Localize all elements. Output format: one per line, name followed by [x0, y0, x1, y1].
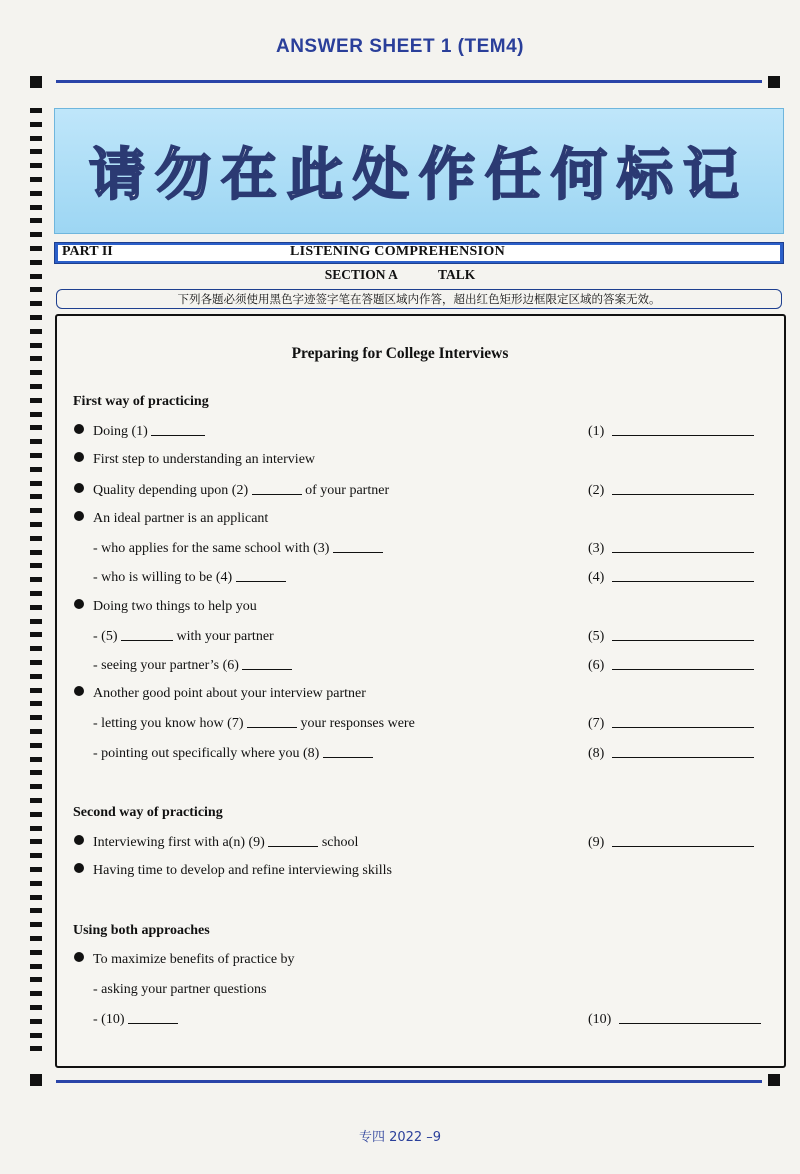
group-heading: Second way of practicing [73, 805, 223, 820]
section-title: LISTENING COMPREHENSION [290, 244, 505, 259]
timing-mark [30, 577, 42, 582]
timing-mark [30, 287, 42, 292]
top-rule [56, 80, 762, 83]
timing-mark [30, 122, 42, 127]
timing-mark [30, 839, 42, 844]
answer-line-5[interactable]: (5) [588, 628, 754, 645]
list-item: - (5) with your partner [93, 629, 274, 644]
timing-mark [30, 908, 42, 913]
timing-mark [30, 163, 42, 168]
timing-mark [30, 329, 42, 334]
list-item: To maximize benefits of practice by [74, 952, 295, 968]
no-mark-text: 请勿在此处作任何标记 [89, 143, 749, 208]
timing-mark [30, 232, 42, 237]
list-item: - (10) [93, 1011, 178, 1028]
timing-mark [30, 1005, 42, 1010]
timing-mark [30, 895, 42, 900]
answer-line-6[interactable]: (6) [588, 657, 754, 674]
group-heading: First way of practicing [73, 394, 209, 409]
timing-mark [30, 191, 42, 196]
part-label: PART II [62, 244, 113, 259]
timing-mark [30, 674, 42, 679]
answer-line-7[interactable]: (7) [588, 715, 754, 732]
timing-mark [30, 260, 42, 265]
answer-line-10[interactable]: (10) [588, 1011, 761, 1028]
instruction-box: 下列各题必须使用黑色字迹签字笔在答题区域内作答，超出红色矩形边框限定区域的答案无效。 [56, 289, 782, 309]
timing-mark [30, 177, 42, 182]
list-item: - who applies for the same school with (3) [93, 540, 383, 557]
timing-mark [30, 218, 42, 223]
timing-mark [30, 619, 42, 624]
timing-mark [30, 1046, 42, 1051]
list-item: Another good point about your interview partner [74, 686, 366, 702]
timing-mark [30, 632, 42, 637]
timing-mark [30, 715, 42, 720]
timing-mark [30, 301, 42, 306]
timing-mark [30, 922, 42, 927]
timing-mark [30, 1033, 42, 1038]
registration-mark-top-right [768, 76, 780, 88]
answer-line-1[interactable]: (1) [588, 423, 754, 440]
timing-mark [30, 881, 42, 886]
timing-mark [30, 136, 42, 141]
list-item: - pointing out specifically where you (8) [93, 745, 373, 762]
section-subtitle [0, 267, 800, 283]
timing-mark [30, 591, 42, 596]
answer-line-2[interactable]: (2) [588, 482, 754, 499]
answer-line-3[interactable]: (3) [588, 540, 754, 557]
timing-mark [30, 370, 42, 375]
timing-mark [30, 812, 42, 817]
list-item: - seeing your partner’s (6) [93, 657, 292, 674]
timing-mark [30, 1019, 42, 1024]
list-item: Doing (1) [74, 423, 205, 440]
list-item: Interviewing first with a(n) (9) school [74, 834, 358, 851]
timing-mark [30, 605, 42, 610]
timing-mark [30, 550, 42, 555]
timing-mark [30, 660, 42, 665]
registration-mark-bottom-right [768, 1074, 780, 1086]
answer-line-8[interactable]: (8) [588, 745, 754, 762]
timing-mark [30, 688, 42, 693]
timing-mark [30, 384, 42, 389]
bottom-rule [56, 1080, 762, 1083]
timing-mark [30, 494, 42, 499]
timing-mark [30, 412, 42, 417]
timing-mark [30, 757, 42, 762]
timing-mark [30, 867, 42, 872]
form-title: Preparing for College Interviews [291, 345, 509, 362]
list-item: - asking your partner questions [93, 982, 267, 997]
timing-mark [30, 646, 42, 651]
timing-mark [30, 453, 42, 458]
list-item: Doing two things to help you [74, 599, 257, 615]
timing-mark [30, 205, 42, 210]
timing-mark [30, 950, 42, 955]
section-type: TALK [437, 267, 476, 282]
timing-mark [30, 853, 42, 858]
timing-mark [30, 108, 42, 113]
timing-mark [30, 798, 42, 803]
timing-mark [30, 743, 42, 748]
timing-mark [30, 246, 42, 251]
timing-mark [30, 315, 42, 320]
timing-mark [30, 439, 42, 444]
list-item: First step to understanding an interview [74, 452, 315, 468]
group-heading: Using both approaches [73, 923, 210, 938]
timing-mark [30, 936, 42, 941]
timing-mark [30, 729, 42, 734]
timing-mark [30, 770, 42, 775]
section-label: SECTION A [324, 267, 398, 282]
timing-mark [30, 977, 42, 982]
list-item: - who is willing to be (4) [93, 569, 286, 586]
registration-mark-bottom-left [30, 1074, 42, 1086]
timing-mark [30, 467, 42, 472]
timing-mark [30, 536, 42, 541]
timing-mark [30, 826, 42, 831]
list-item: An ideal partner is an applicant [74, 511, 268, 527]
page-footer: 专四 2022 –9 [358, 1130, 442, 1145]
list-item: - letting you know how (7) your responses were [93, 716, 415, 731]
list-item: Having time to develop and refine interviewing skills [74, 863, 392, 879]
timing-mark [30, 964, 42, 969]
timing-mark [30, 398, 42, 403]
timing-mark [30, 701, 42, 706]
timing-mark [30, 784, 42, 789]
answer-line-4[interactable]: (4) [588, 569, 754, 586]
sheet-title: ANSWER SHEET 1 (TEM4) [275, 36, 525, 57]
timing-mark [30, 481, 42, 486]
timing-mark [30, 991, 42, 996]
timing-mark [30, 563, 42, 568]
timing-mark [30, 425, 42, 430]
timing-mark [30, 149, 42, 154]
timing-mark [30, 508, 42, 513]
timing-mark [30, 522, 42, 527]
list-item: Quality depending upon (2) of your partner [74, 482, 389, 499]
registration-mark-top-left [30, 76, 42, 88]
answer-line-9[interactable]: (9) [588, 834, 754, 851]
no-mark-banner [54, 108, 784, 234]
